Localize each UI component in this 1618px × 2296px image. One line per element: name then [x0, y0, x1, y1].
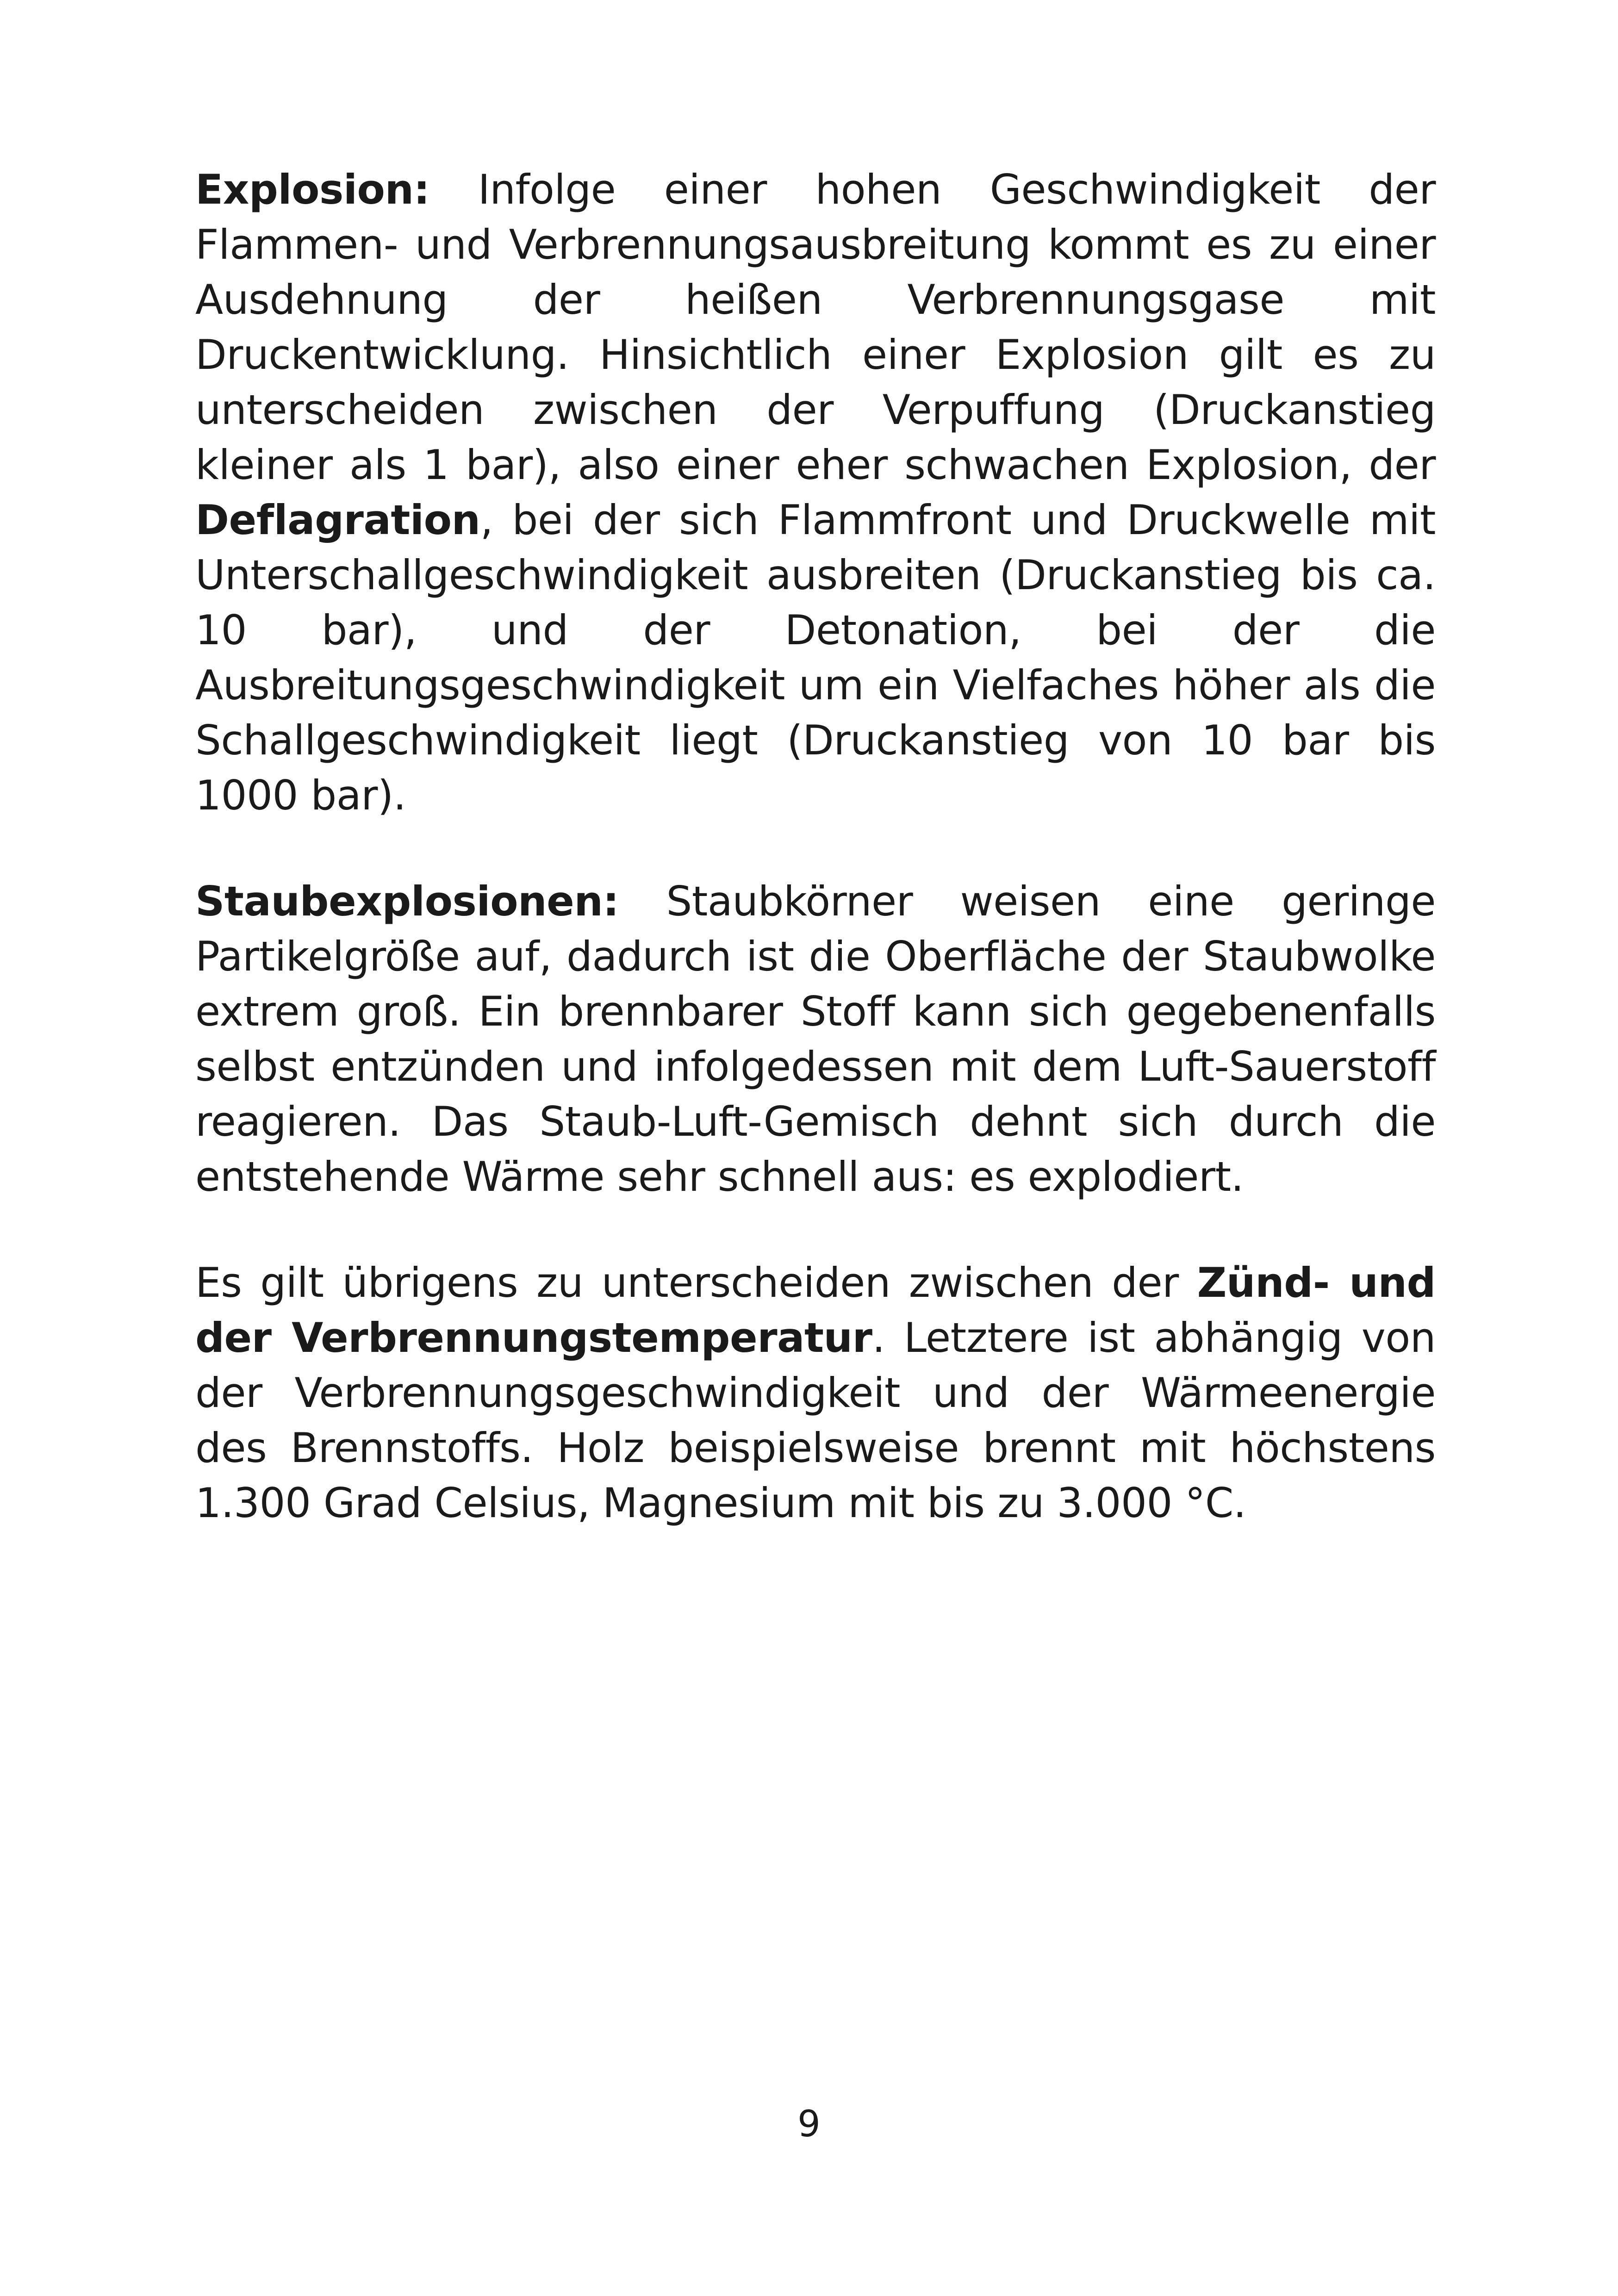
paragraph-temperatur	[195, 1255, 1436, 1531]
paragraph-explosion	[195, 162, 1436, 823]
paragraph-temperatur-text-2: . Letztere ist abhängig von der Verbrennungsgeschwindigkeit und der Wärmeenergie des Brennstoffs. Holz beispielsweise brennt mit höchstens 1.300 Grad Celsius, Magnesium mit bis zu 3.000 °C.	[195, 1314, 1436, 1527]
page-number: 9	[797, 2103, 821, 2145]
term-zuend-verbrennungstemperatur: Zünd- und der Verbrennungstemperatur	[195, 1259, 1436, 1362]
term-staubexplosionen: Staubexplosionen:	[195, 877, 619, 925]
document-body	[195, 162, 1436, 1581]
paragraph-explosion-text-1: Infolge einer hohen Geschwindigkeit der Flammen- und Verbrennungsausbreitung kommt es zu einer Ausdehnung der heißen Verbrennungsgase mit Druckentwicklung. Hinsichtlich einer Explosion gilt es zu unterscheiden zwischen der Verpuffung (Druckanstieg kleiner als 1 bar), also einer eher schwachen Explosion, der	[195, 166, 1436, 489]
paragraph-staubexplosionen	[195, 874, 1436, 1204]
paragraph-explosion-text-2: , bei der sich Flammfront und Druckwelle mit Unterschallgeschwindigkeit ausbreiten (Druckanstieg bis ca. 10 bar), und der Detonation, bei der die Ausbreitungsgeschwindigkeit um ein Vielfaches höher als die Schallgeschwindigkeit liegt (Druckanstieg von 10 bar bis 1000 bar).	[195, 496, 1436, 819]
term-explosion: Explosion:	[195, 166, 430, 213]
term-deflagration: Deflagration	[195, 496, 480, 544]
paragraph-temperatur-text-1: Es gilt übrigens zu unterscheiden zwischen der	[195, 1259, 1197, 1307]
paragraph-staubexplosionen-text: Staubkörner weisen eine geringe Partikelgröße auf, dadurch ist die Oberfläche der Staubwolke extrem groß. Ein brennbarer Stoff kann sich gegebenenfalls selbst entzünden und infolgedessen mit dem Luft-Sauerstoff reagieren. Das Staub-Luft-Gemisch dehnt sich durch die entstehende Wärme sehr schnell aus: es explodiert.	[195, 877, 1436, 1201]
